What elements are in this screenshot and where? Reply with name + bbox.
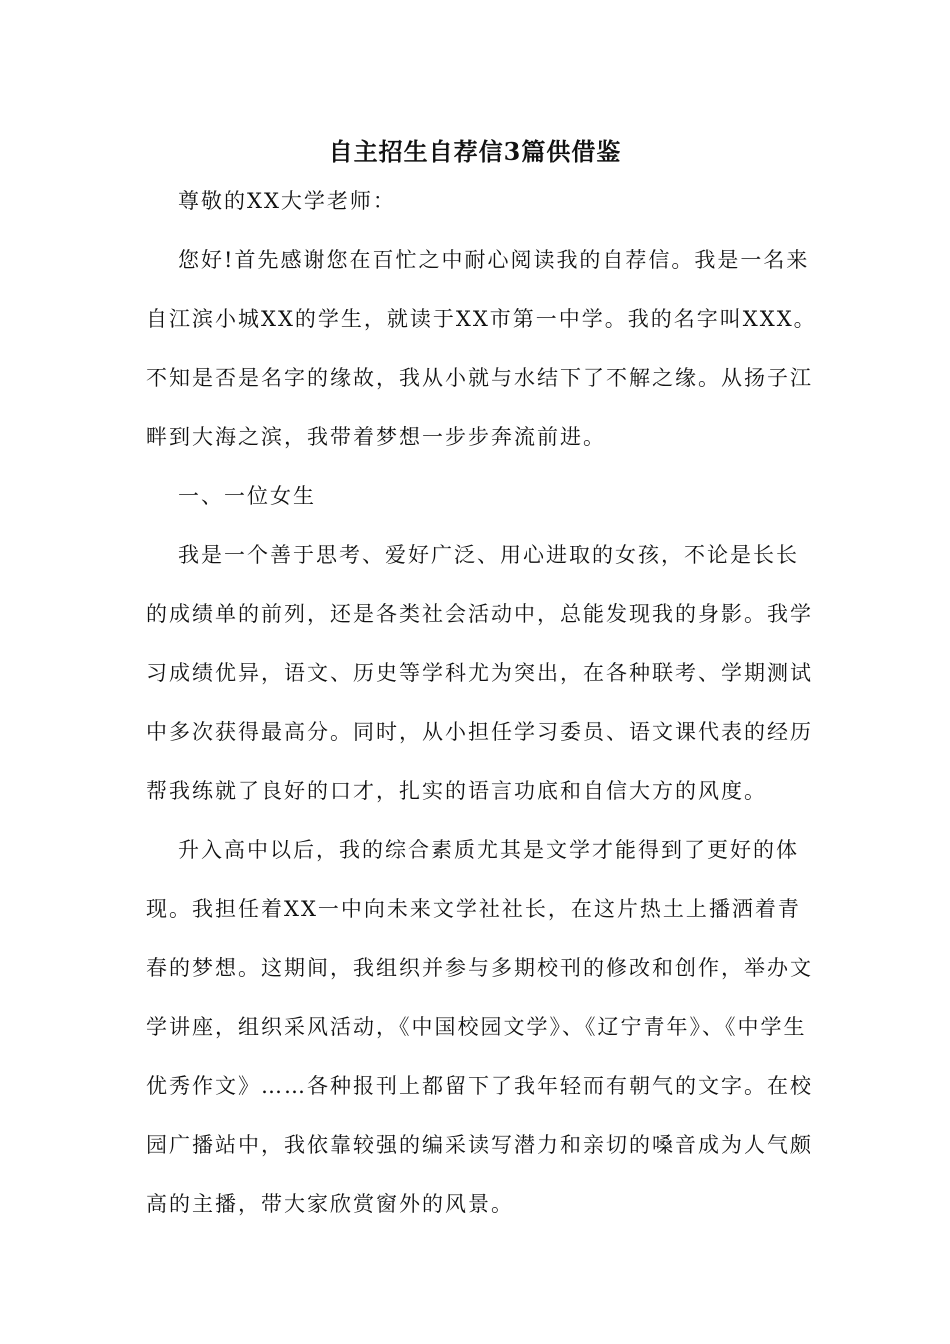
document-body <box>146 172 818 1234</box>
paragraph-greeting: 您好!首先感谢您在百忙之中耐心阅读我的自荐信。我是一名来自江滨小城XX的学生，就读于XX市第一中学。我的名字叫XXX。不知是否是名字的缘故，我从小就与水结下了不解之缘。从扬子江畔到大海之滨，我带着梦想一步步奔流前进。 <box>146 248 817 449</box>
paragraph-self-intro: 我是一个善于思考、爱好广泛、用心进取的女孩，不论是长长的成绩单的前列，还是各类社会活动中，总能发现我的身影。我学习成绩优异，语文、历史等学科尤为突出，在各种联考、学期测试中多次获得最高分。同时，从小担任学习委员、语文课代表的经历帮我练就了良好的口才，扎实的语言功底和自信大方的风度。 <box>146 543 813 803</box>
document-title: 自主招生自荐信3篇供借鉴 <box>328 137 622 166</box>
salutation: 尊敬的XX大学老师： <box>178 189 396 213</box>
section-heading: 一、一位女生 <box>178 484 316 508</box>
paragraph-high-school: 升入高中以后，我的综合素质尤其是文学才能得到了更好的体现。我担任着XX一中向未来文学社社长，在这片热土上播洒着青春的梦想。这期间，我组织并参与多期校刊的修改和创作，举办文学讲座，组织采风活动，《中国校园文学》、《辽宁青年》、《中学生优秀作文》……各种报刊上都留下了我年轻而有朝气的文字。在校园广播站中，我依靠较强的编采读写潜力和亲切的嗓音成为人气颇高的主播，带大家欣赏窗外的风景。 <box>146 838 813 1216</box>
